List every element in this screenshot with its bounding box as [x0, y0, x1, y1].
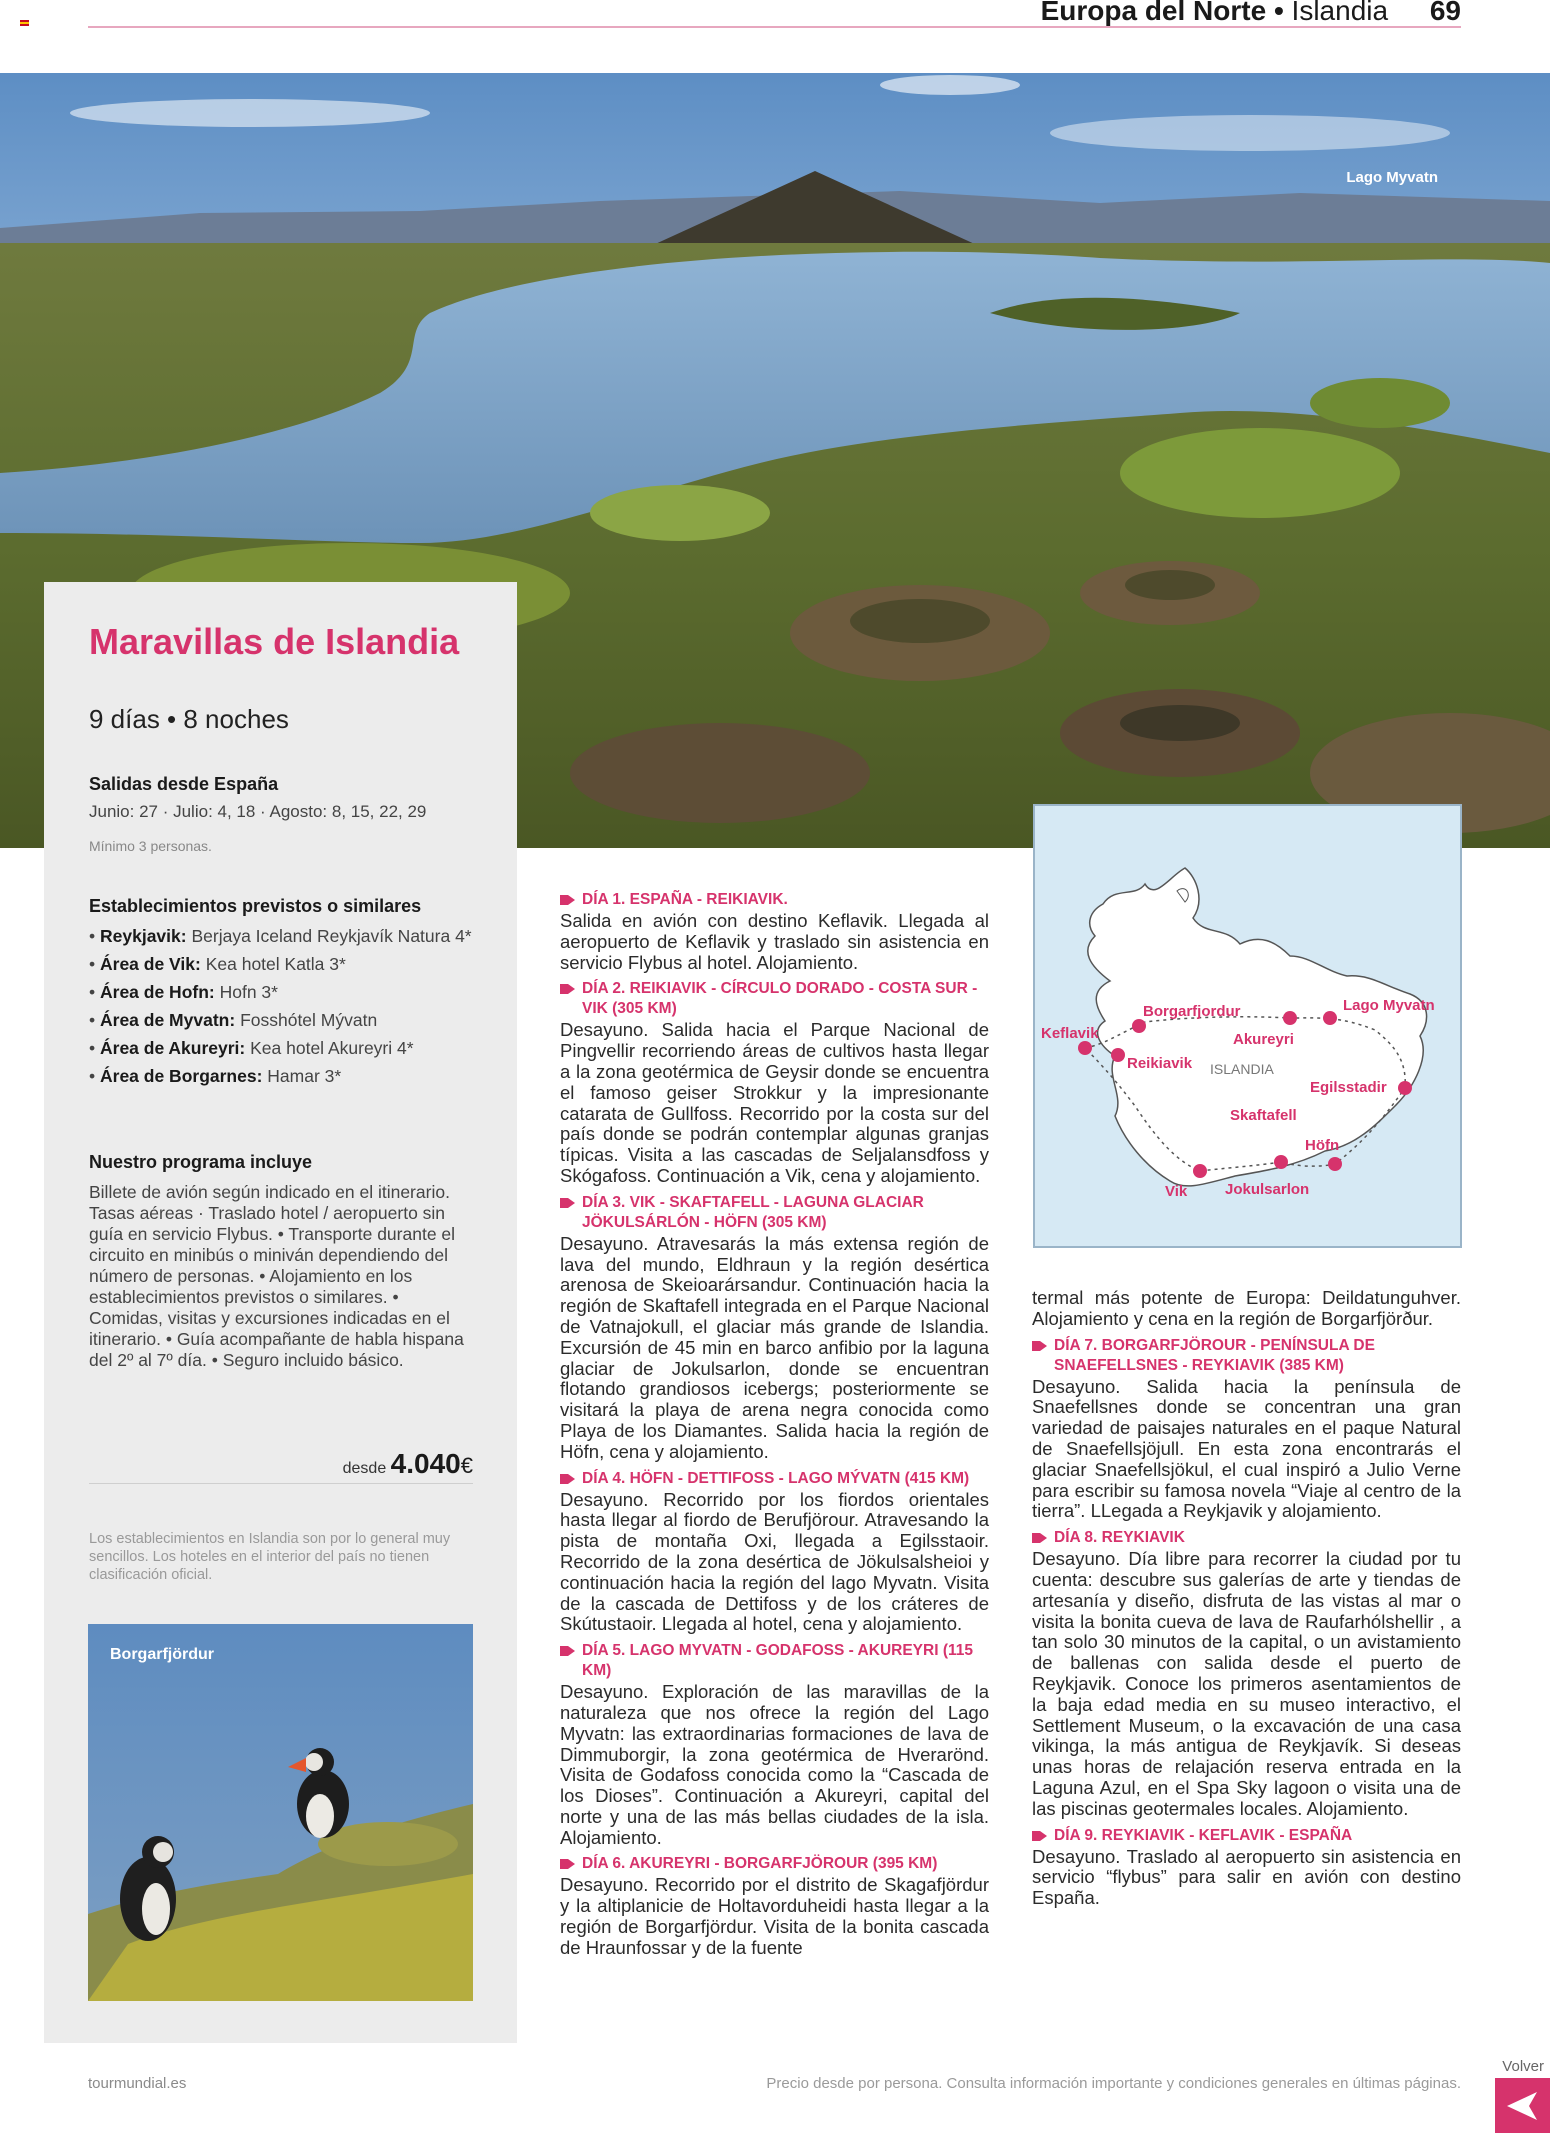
itinerary-day — [560, 890, 989, 973]
arrow-bullet-icon — [1032, 1830, 1047, 1842]
back-label: Volver — [1502, 2058, 1544, 2075]
hotel-name: Kea hotel Akureyri 4* — [250, 1038, 414, 1058]
day-title-text: DÍA 3. VIK - SKAFTAFELL - LAGUNA GLACIAR JÖKULSÁRLÓN - HÖFN (305 KM) — [582, 1193, 924, 1231]
day-text: Desayuno. Atravesarás la más extensa región de lava del mundo, Eldhraun y la región desértica arenosa de Skeioarársandur. Continuación hacia la región de Skaftafell integrada en el Parque Nacional de Vatnajokull, el glaciar más grande de Islandia. Excursión de 45 min en barco anfibio por la laguna glaciar de Jokulsarlon, donde se encuentran flotando grandiosos icebergs; posteriormente se visitará la playa de arena negra conocida como Playa de los Diamantes. Salida hacia la región de Höfn, cena y alojamiento. — [560, 1232, 989, 1462]
hotel-item: • Área de Akureyri: Kea hotel Akureyri 4* — [89, 1038, 414, 1058]
itinerary-day — [1032, 1826, 1461, 1909]
itinerary-day — [560, 979, 989, 1186]
puffins-image — [88, 1624, 473, 2001]
arrow-bullet-icon — [560, 894, 575, 906]
hotel-area: Área de Akureyri: — [100, 1038, 246, 1058]
arrow-bullet-icon — [560, 1858, 575, 1870]
back-button[interactable] — [1495, 2078, 1550, 2133]
hotel-area: Área de Borgarnes: — [100, 1066, 263, 1086]
hotel-area: Área de Vik: — [100, 954, 201, 974]
hero-caption: Lago Myvatn — [1346, 169, 1438, 186]
day-text: Desayuno. Exploración de las maravillas de la naturaleza que nos ofrece la región del Lago Myvatn: las extraordinarias formaciones de lava de Dimmuborgir, la zona geotérmica de Hverarönd. Visita de Godafoss conocida como la “Cascada de los Dioses”. Continuación a Akureyri, capital del norte y una de las más bellas ciudades de la isla. Alojamiento. — [560, 1681, 989, 1848]
arrow-bullet-icon — [560, 1473, 575, 1485]
map-label-vik: Vik — [1165, 1183, 1188, 1200]
map-pin-egilsstadir — [1398, 1081, 1412, 1095]
hotel-name: Hofn 3* — [219, 982, 278, 1002]
day-title-text: DÍA 7. BORGARFJÖROUR - PENÍNSULA DE SNAEFELLSNES - REYKIAVIK (385 KM) — [1054, 1336, 1375, 1374]
map-pin-borgarfjordur — [1132, 1019, 1146, 1033]
day-title-text: DÍA 8. REYKIAVIK — [1054, 1529, 1185, 1547]
itinerary-day — [560, 1193, 989, 1463]
departure-dates: Junio: 27 · Julio: 4, 18 · Agosto: 8, 15, 22, 29 — [89, 802, 427, 821]
day-text: Desayuno. Salida hacia la península de Snaefellsnes donde se concentran una gran variedad de paisajes naturales en el paque Natural de Snaefellsjöjull. En esta zona encontrarás el glaciar Snaefellsjökul, el cual inspiró a Julio Verne para escribir su famosa novela “Viaje al centro de la tierra”. LLegada a Reykjavik y alojamiento. — [1032, 1375, 1461, 1522]
hotel-item: • Área de Myvatn: Fosshótel Mývatn — [89, 1010, 378, 1030]
page-header — [1041, 0, 1461, 26]
itinerary-column-1 — [560, 890, 989, 1965]
map-label-jokulsarlon: Jokulsarlon — [1225, 1181, 1310, 1198]
map-country-label: ISLANDIA — [1210, 1061, 1274, 1077]
map-pin-jokulsarlon — [1274, 1155, 1288, 1169]
day-text: Desayuno. Traslado al aeropuerto sin asistencia en servicio “flybus” para salir en avión con destino España. — [1032, 1845, 1461, 1909]
trip-duration: 9 días • 8 noches — [89, 704, 289, 734]
hotels-heading: Establecimientos previstos o similares — [89, 896, 422, 916]
header-separator: • — [1273, 0, 1284, 26]
hotel-name: Fosshótel Mývatn — [240, 1010, 378, 1030]
departures-heading: Salidas desde España — [89, 774, 279, 794]
day-text: Desayuno. Recorrido por el distrito de Skagafjördur y la altiplanicie de Holtavorduheidi hasta llegar a la región de Borgarfjördur. Visita de la bonita cascada de Hraunfossar y de la fuente — [560, 1874, 989, 1958]
flag-icon — [20, 20, 29, 26]
itinerary-day — [560, 1854, 989, 1958]
day-title-text: DÍA 6. AKUREYRI - BORGARFJÖROUR (395 KM) — [582, 1855, 938, 1873]
hotel-name: Berjaya Iceland Reykjavík Natura 4* — [191, 926, 472, 946]
itinerary-day — [1032, 1336, 1461, 1523]
hotel-item: • Reykjavik: Berjaya Iceland Reykjavík Natura 4* — [89, 926, 472, 946]
day-text: Desayuno. Día libre para recorrer la ciudad por tu cuenta: descubre sus galerías de arte y tiendas de artesanía y diseño, disfruta de las vistas al mar o visita la bonita cueva de lava de Raufarhólshellir , a tan solo 30 minutos de la capital, o un avistamiento de ballenas con salida desde el puerto de Reykjavik. Conoce los primeros asentamientos de la baja edad media en su museo interactivo, el Settlement Museum, o la excavación de una casa vikinga, la más antigua de Reykjavík. Si deseas unas horas de relajación reserva entrada en la Laguna Azul, en el Spa Sky lagoon o visita una de las piscinas geotermales locales. Alojamiento. — [1032, 1548, 1461, 1819]
back-arrow-icon — [1495, 2078, 1550, 2133]
day-text: termal más potente de Europa: Deildatunguhver. Alojamiento y cena en la región de Borgarfjörður. — [1032, 1287, 1461, 1329]
map-label-hofn: Höfn — [1305, 1137, 1340, 1154]
day-title-text: DÍA 4. HÖFN - DETTIFOSS - LAGO MÝVATN (415 KM) — [582, 1469, 970, 1487]
hotel-area: Área de Hofn: — [100, 982, 215, 1002]
map-pin-hofn — [1328, 1157, 1342, 1171]
hotel-item: • Área de Vik: Kea hotel Katla 3* — [89, 954, 346, 974]
footer-site-link[interactable]: tourmundial.es — [88, 2075, 187, 2092]
map-label-reikiavik: Reikiavik — [1127, 1055, 1193, 1072]
map-pin-akureyri — [1283, 1011, 1297, 1025]
hotels-note: Los establecimientos en Islandia son por lo general muy sencillos. Los hoteles en el interior del país no tienen clasificación oficial. — [89, 1531, 451, 1583]
day-title — [560, 1854, 989, 1874]
arrow-bullet-icon — [560, 1645, 575, 1657]
minimum-persons: Mínimo 3 personas. — [89, 838, 212, 854]
day-text: Desayuno. Recorrido por los fiordos orientales hasta llegar al fiordo de Berufjörour. Atravesando la pista de montaña Oxi, llegada a Egilsstaoir. Recorrido de la zona desértica de Jökulsalsheioi y continuación hacia la región del lago Myvatn. Visita de la cascada de Dettifoss y de los cráteres de Skútustaoir. Llegada al hotel, cena y alojamiento. — [560, 1488, 989, 1635]
map-pin-keflavik — [1078, 1041, 1092, 1055]
arrow-bullet-icon — [1032, 1532, 1047, 1544]
map-label-akureyri: Akureyri — [1233, 1031, 1294, 1048]
price-currency: € — [460, 1453, 473, 1478]
map-label-myvatn: Lago Myvatn — [1343, 997, 1435, 1014]
itinerary-day — [560, 1641, 989, 1848]
map-pin-reikiavik — [1111, 1048, 1125, 1062]
hotel-item: • Área de Borgarnes: Hamar 3* — [89, 1066, 342, 1086]
itinerary-day — [560, 1469, 989, 1636]
trip-title: Maravillas de Islandia — [89, 621, 460, 662]
hotel-name: Kea hotel Katla 3* — [205, 954, 346, 974]
day-text: Desayuno. Salida hacia el Parque Nacional de Pingvellir recorriendo áreas de cultivos hasta llegar a la zona geotérmica de Geysir donde se encuentra el famoso geiser Strokkur y la impresionante catarata de Gullfoss. Recorrido por la costa sur del país donde se podrán contemplar algunas granjas típicas. Visita a las cascadas de Seljalansdfoss y Skógafoss. Continuación a Vik, cena y alojamiento. — [560, 1019, 989, 1186]
arrow-bullet-icon — [1032, 1340, 1047, 1352]
arrow-bullet-icon — [560, 983, 575, 995]
day-title — [1032, 1528, 1461, 1548]
puffin-caption: Borgarfjördur — [110, 1646, 214, 1663]
map-label-egilsstadir: Egilsstadir — [1310, 1079, 1387, 1096]
day-title — [560, 1641, 989, 1681]
day-title — [1032, 1336, 1461, 1376]
hotel-item: • Área de Hofn: Hofn 3* — [89, 982, 278, 1002]
puffin-photo — [88, 1624, 473, 2001]
map-pin-vik — [1193, 1164, 1207, 1178]
route-map — [1033, 804, 1462, 1248]
hotels-list — [89, 926, 473, 1094]
day-title-text: DÍA 5. LAGO MYVATN - GODAFOSS - AKUREYRI (115 KM) — [582, 1642, 973, 1680]
hotel-name: Hamar 3* — [267, 1066, 342, 1086]
day-title-text: DÍA 9. REYKIAVIK - KEFLAVIK - ESPAÑA — [1054, 1826, 1353, 1844]
arrow-bullet-icon — [560, 1197, 575, 1209]
day-title — [560, 1193, 989, 1233]
map-label-borgarfjordur: Borgarfjordur — [1143, 1003, 1241, 1020]
price-value: 4.040 — [390, 1448, 461, 1479]
includes-text: Billete de avión según indicado en el itinerario. Tasas aéreas · Traslado hotel / aeropuerto sin guía en servicio Flybus. • Transporte durante el circuito en minibús o miniván dependiendo del número de personas. • Alojamiento en los establecimientos previstos o similares. • Comidas, visitas y excursiones indicadas en el itinerario. • Guía acompañante de habla hispana del 2º al 7º día. • Seguro incluido básico. — [89, 1182, 464, 1370]
includes-heading: Nuestro programa incluye — [89, 1152, 313, 1172]
day-title-text: DÍA 1. ESPAÑA - REIKIAVIK. — [582, 891, 788, 908]
map-label-keflavik: Keflavik — [1041, 1025, 1099, 1042]
price-row — [89, 1448, 473, 1484]
page-number: 69 — [1429, 0, 1461, 26]
day-title — [1032, 1826, 1461, 1846]
iceland-map — [1035, 806, 1460, 1246]
itinerary-day-continuation — [1032, 1288, 1461, 1330]
day-title — [560, 890, 989, 910]
hotel-area: Área de Myvatn: — [100, 1010, 236, 1030]
map-pin-myvatn — [1323, 1011, 1337, 1025]
day-title — [560, 979, 989, 1019]
hotel-area: Reykjavik: — [100, 926, 187, 946]
header-country: Islandia — [1291, 0, 1389, 26]
header-region: Europa del Norte — [1040, 0, 1267, 26]
itinerary-column-2 — [1032, 1288, 1461, 1915]
price-from-label: desde — [342, 1460, 387, 1477]
day-title — [560, 1469, 989, 1489]
map-label-skaftafell: Skaftafell — [1230, 1107, 1297, 1124]
day-title-text: DÍA 2. REIKIAVIK - CÍRCULO DORADO - COSTA SUR - VIK (305 KM) — [582, 980, 978, 1018]
itinerary-day — [1032, 1528, 1461, 1819]
footer-disclaimer: Precio desde por persona. Consulta información importante y condiciones generales en últimas páginas. — [766, 2075, 1461, 2092]
day-text: Salida en avión con destino Keflavik. Llegada al aeropuerto de Keflavik y traslado sin asistencia en servicio Flybus al hotel. Alojamiento. — [560, 910, 989, 973]
